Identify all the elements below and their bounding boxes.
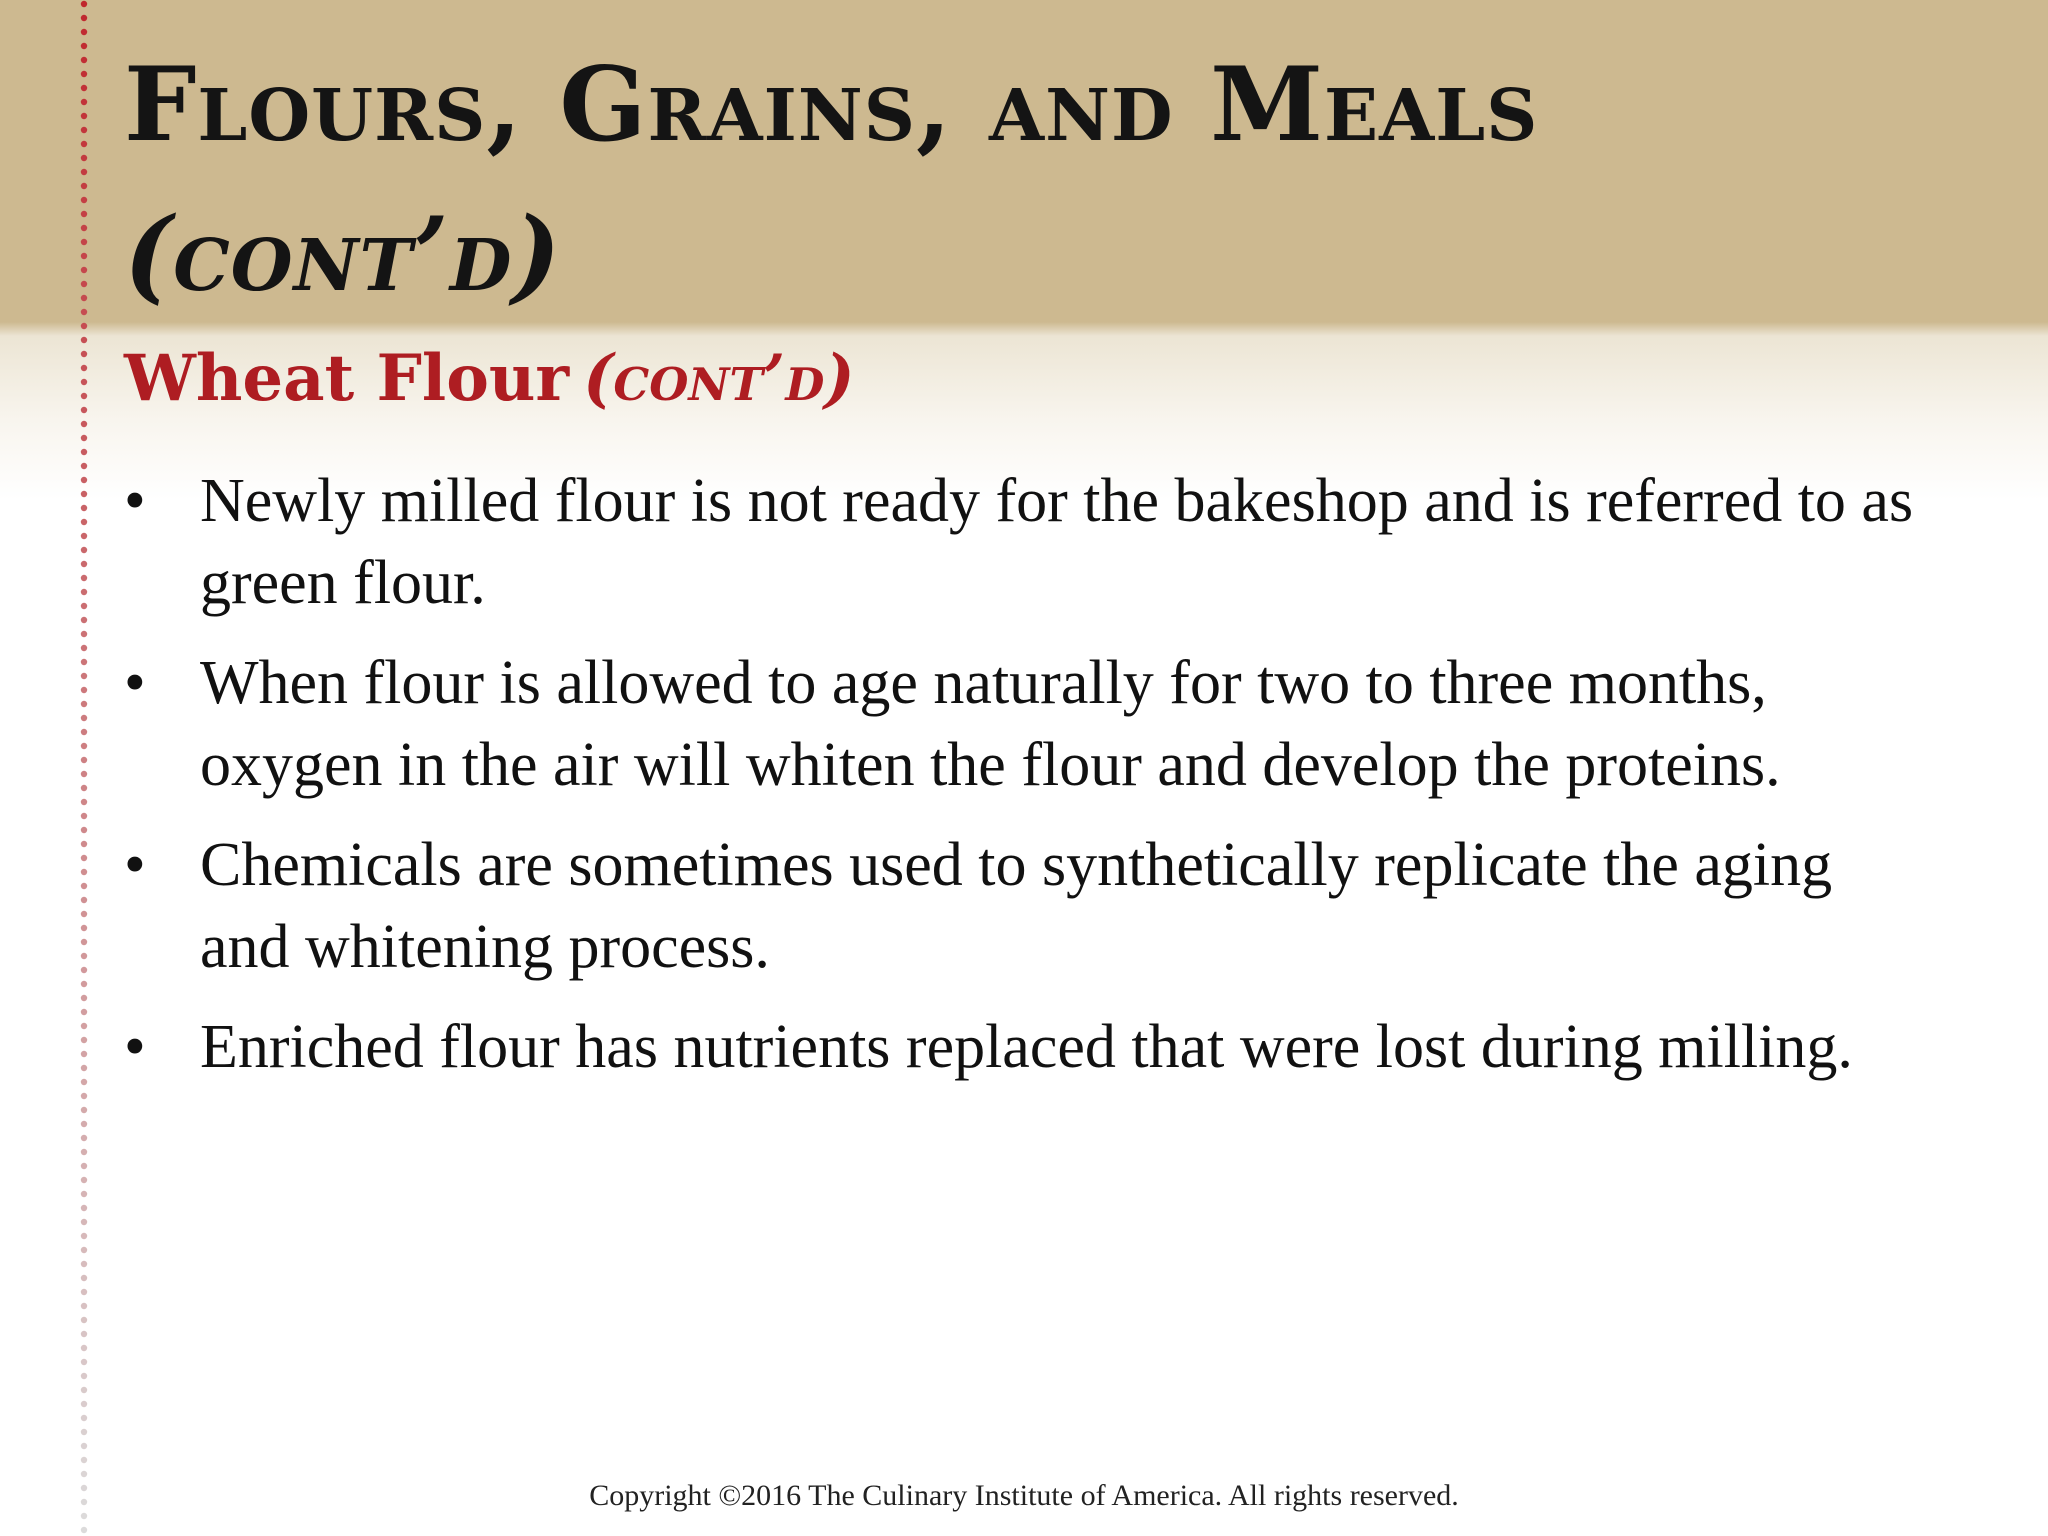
rule-dot	[81, 1457, 87, 1463]
rule-dot	[81, 351, 87, 357]
rule-dot	[81, 1443, 87, 1449]
rule-dot	[81, 757, 87, 763]
rule-dot	[81, 743, 87, 749]
rule-dot	[81, 505, 87, 511]
rule-dot	[81, 253, 87, 259]
rule-dot	[81, 1275, 87, 1281]
rule-dot	[81, 701, 87, 707]
rule-dot	[81, 281, 87, 287]
rule-dot	[81, 841, 87, 847]
rule-dot	[81, 519, 87, 525]
rule-dot	[81, 295, 87, 301]
subtitle-text: Wheat Flour	[124, 341, 570, 416]
rule-dot	[81, 855, 87, 861]
rule-dot	[81, 225, 87, 231]
bullet-text: Enriched flour has nutrients replaced that were lost during milling.	[200, 1013, 1853, 1081]
slide-title	[124, 30, 1984, 330]
rule-dot	[81, 1107, 87, 1113]
rule-dot	[81, 715, 87, 721]
rule-dot	[81, 771, 87, 777]
rule-dot	[81, 897, 87, 903]
rule-dot	[81, 785, 87, 791]
rule-dot	[81, 1233, 87, 1239]
rule-dot	[81, 617, 87, 623]
bullet-symbol: •	[124, 467, 146, 535]
rule-dot	[81, 183, 87, 189]
rule-dot	[81, 603, 87, 609]
rule-dot	[81, 1219, 87, 1225]
rule-dot	[81, 1009, 87, 1015]
rule-dot	[81, 953, 87, 959]
rule-dot	[81, 1, 87, 7]
rule-dot	[81, 925, 87, 931]
bullet-text: Chemicals are sometimes used to synthetically replicate the aging and whitening process.	[200, 831, 1833, 981]
rule-dot	[81, 1065, 87, 1071]
rule-dot	[81, 1079, 87, 1085]
subtitle-contd: (cont’d)	[583, 341, 855, 416]
rule-dot	[81, 645, 87, 651]
rule-dot	[81, 1359, 87, 1365]
rule-dot	[81, 1415, 87, 1421]
rule-dot	[81, 337, 87, 343]
rule-dot	[81, 407, 87, 413]
rule-dot	[81, 57, 87, 63]
bullet-symbol: •	[124, 831, 146, 899]
rule-dot	[81, 533, 87, 539]
rule-dot	[81, 1387, 87, 1393]
rule-dot	[81, 995, 87, 1001]
rule-dot	[81, 43, 87, 49]
dotted-rule	[78, 0, 90, 1536]
rule-dot	[81, 1163, 87, 1169]
rule-dot	[81, 421, 87, 427]
bullet-item	[124, 642, 1924, 806]
rule-dot	[81, 687, 87, 693]
bullet-text: Newly milled flour is not ready for the bakeshop and is referred to as green flour.	[200, 467, 1914, 617]
rule-dot	[81, 1149, 87, 1155]
rule-dot	[81, 169, 87, 175]
rule-dot	[81, 575, 87, 581]
rule-dot	[81, 729, 87, 735]
rule-dot	[81, 981, 87, 987]
rule-dot	[81, 435, 87, 441]
rule-dot	[81, 967, 87, 973]
rule-dot	[81, 1051, 87, 1057]
bullet-item	[124, 460, 1924, 624]
rule-dot	[81, 71, 87, 77]
rule-dot	[81, 799, 87, 805]
rule-dot	[81, 1023, 87, 1029]
rule-dot	[81, 267, 87, 273]
slide-subtitle	[124, 336, 855, 422]
rule-dot	[81, 155, 87, 161]
rule-dot	[81, 15, 87, 21]
rule-dot	[81, 309, 87, 315]
rule-dot	[81, 477, 87, 483]
rule-dot	[81, 631, 87, 637]
rule-dot	[81, 1429, 87, 1435]
rule-dot	[81, 1331, 87, 1337]
copyright-footer: Copyright ©2016 The Culinary Institute of America. All rights reserved.	[589, 1479, 1459, 1512]
rule-dot	[81, 883, 87, 889]
rule-dot	[81, 1037, 87, 1043]
rule-dot	[81, 547, 87, 553]
rule-dot	[81, 911, 87, 917]
rule-dot	[81, 127, 87, 133]
rule-dot	[81, 491, 87, 497]
rule-dot	[81, 379, 87, 385]
rule-dot	[81, 1527, 87, 1533]
rule-dot	[81, 1135, 87, 1141]
rule-dot	[81, 939, 87, 945]
rule-dot	[81, 29, 87, 35]
rule-dot	[81, 1177, 87, 1183]
rule-dot	[81, 211, 87, 217]
rule-dot	[81, 561, 87, 567]
rule-dot	[81, 1247, 87, 1253]
bullet-symbol: •	[124, 1013, 146, 1081]
rule-dot	[81, 1093, 87, 1099]
rule-dot	[81, 813, 87, 819]
rule-dot	[81, 85, 87, 91]
bullet-text: When flour is allowed to age naturally for two to three months, oxygen in the air will whiten the flour and develop the proteins.	[200, 649, 1781, 799]
rule-dot	[81, 673, 87, 679]
rule-dot	[81, 1373, 87, 1379]
title-text: Flours, Grains, and Meals	[124, 45, 1539, 165]
rule-dot	[81, 589, 87, 595]
rule-dot	[81, 197, 87, 203]
rule-dot	[81, 393, 87, 399]
rule-dot	[81, 659, 87, 665]
bullet-symbol: •	[124, 649, 146, 717]
rule-dot	[81, 463, 87, 469]
rule-dot	[81, 1121, 87, 1127]
rule-dot	[81, 1261, 87, 1267]
rule-dot	[81, 141, 87, 147]
rule-dot	[81, 1317, 87, 1323]
rule-dot	[81, 323, 87, 329]
bullet-item	[124, 1006, 1924, 1088]
rule-dot	[81, 449, 87, 455]
bullet-item	[124, 824, 1924, 988]
rule-dot	[81, 365, 87, 371]
rule-dot	[81, 1345, 87, 1351]
rule-dot	[81, 99, 87, 105]
rule-dot	[81, 1205, 87, 1211]
rule-dot	[81, 827, 87, 833]
rule-dot	[81, 1303, 87, 1309]
rule-dot	[81, 1289, 87, 1295]
rule-dot	[81, 869, 87, 875]
bullet-list	[124, 460, 1924, 1106]
rule-dot	[81, 239, 87, 245]
rule-dot	[81, 113, 87, 119]
rule-dot	[81, 1401, 87, 1407]
rule-dot	[81, 1191, 87, 1197]
title-contd: (cont’d)	[124, 195, 562, 315]
